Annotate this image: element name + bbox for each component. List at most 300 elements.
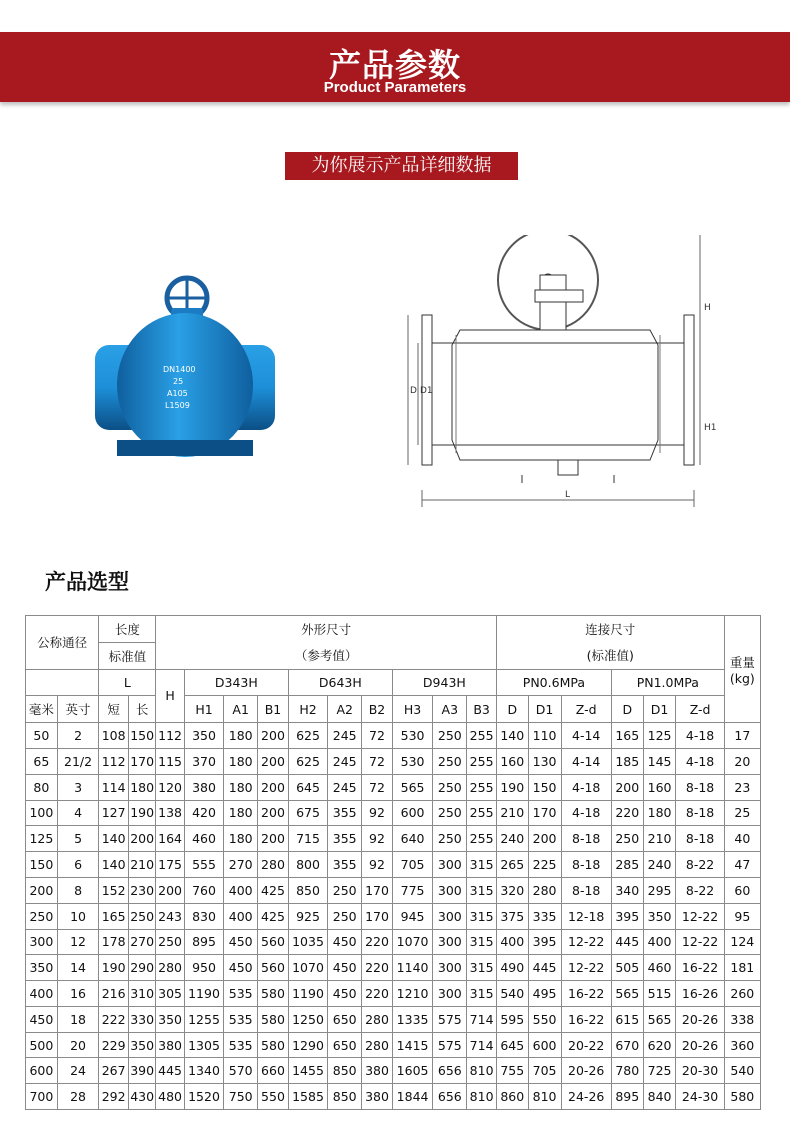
table-cell: 250 xyxy=(328,903,362,929)
table-cell: 445 xyxy=(528,955,561,981)
table-cell: 190 xyxy=(496,774,528,800)
table-cell: 615 xyxy=(611,1006,643,1032)
header-outline-line2: （参考值） xyxy=(156,642,497,669)
header-outline-line1: 外形尺寸 xyxy=(156,616,497,643)
table-cell: 8-18 xyxy=(561,826,611,852)
dim-d1-label: D1 xyxy=(420,386,433,396)
table-cell: 4-14 xyxy=(561,723,611,749)
header-d-pn10: D xyxy=(611,696,643,723)
table-cell: 430 xyxy=(128,1084,155,1110)
table-cell: 8-18 xyxy=(676,800,724,826)
table-cell: 340 xyxy=(611,877,643,903)
table-cell: 565 xyxy=(643,1006,676,1032)
table-cell: 108 xyxy=(99,723,129,749)
header-d343h: D343H xyxy=(184,669,288,696)
table-cell: 240 xyxy=(643,852,676,878)
header-weight-line1: 重量 xyxy=(729,654,755,670)
table-cell: 216 xyxy=(99,981,129,1007)
table-cell: 115 xyxy=(156,749,184,775)
table-cell: 540 xyxy=(496,981,528,1007)
table-cell: 420 xyxy=(184,800,223,826)
table-cell: 124 xyxy=(724,929,760,955)
table-cell: 138 xyxy=(156,800,184,826)
table-cell: 395 xyxy=(611,903,643,929)
header-a1: A1 xyxy=(224,696,258,723)
table-cell: 170 xyxy=(528,800,561,826)
dim-d-label: D xyxy=(410,386,417,396)
table-cell: 8-18 xyxy=(561,852,611,878)
table-cell: 350 xyxy=(128,1032,155,1058)
header-d1-pn06: D1 xyxy=(528,696,561,723)
tagline-badge: 为你展示产品详细数据 xyxy=(285,152,518,180)
table-row xyxy=(26,1006,761,1032)
table-cell: 127 xyxy=(99,800,129,826)
table-cell: 895 xyxy=(611,1084,643,1110)
table-cell: 150 xyxy=(528,774,561,800)
table-cell: 445 xyxy=(611,929,643,955)
table-cell: 650 xyxy=(328,1032,362,1058)
table-cell: 380 xyxy=(184,774,223,800)
table-cell: 270 xyxy=(128,929,155,955)
table-cell: 12-22 xyxy=(561,929,611,955)
dim-h-label: H xyxy=(704,303,711,313)
table-cell: 305 xyxy=(156,981,184,1007)
table-cell: 250 xyxy=(328,877,362,903)
page-title: 产品参数 xyxy=(328,46,461,84)
table-cell: 265 xyxy=(496,852,528,878)
table-cell: 580 xyxy=(724,1084,760,1110)
table-cell: 1035 xyxy=(288,929,327,955)
header-h3: H3 xyxy=(392,696,433,723)
table-cell: 190 xyxy=(99,955,129,981)
table-cell: 112 xyxy=(156,723,184,749)
table-cell: 300 xyxy=(433,877,467,903)
table-cell: 600 xyxy=(528,1032,561,1058)
table-cell: 315 xyxy=(467,903,497,929)
table-cell: 355 xyxy=(328,826,362,852)
table-cell: 530 xyxy=(392,723,433,749)
technical-drawing xyxy=(400,235,735,510)
table-cell: 945 xyxy=(392,903,433,929)
table-cell: 152 xyxy=(99,877,129,903)
table-cell: 250 xyxy=(156,929,184,955)
table-cell: 350 xyxy=(643,903,676,929)
header-long: 长 xyxy=(128,696,155,723)
table-cell: 250 xyxy=(433,749,467,775)
table-cell: 895 xyxy=(184,929,223,955)
table-cell: 240 xyxy=(496,826,528,852)
table-cell: 110 xyxy=(528,723,561,749)
table-cell: 200 xyxy=(258,800,289,826)
table-cell: 375 xyxy=(496,903,528,929)
section-title: 产品选型 xyxy=(45,570,129,594)
header-b1: B1 xyxy=(258,696,289,723)
table-cell: 310 xyxy=(128,981,155,1007)
table-row xyxy=(26,1058,761,1084)
table-cell: 125 xyxy=(26,826,58,852)
table-cell: 18 xyxy=(57,1006,99,1032)
table-cell: 229 xyxy=(99,1032,129,1058)
table-cell: 300 xyxy=(433,981,467,1007)
table-row xyxy=(26,877,761,903)
table-cell: 16-22 xyxy=(561,1006,611,1032)
table-cell: 600 xyxy=(392,800,433,826)
marking-pressure: 25 xyxy=(173,377,184,386)
table-cell: 260 xyxy=(724,981,760,1007)
table-cell: 16 xyxy=(57,981,99,1007)
table-cell: 8-18 xyxy=(676,826,724,852)
table-row xyxy=(26,826,761,852)
table-cell: 220 xyxy=(611,800,643,826)
table-cell: 230 xyxy=(128,877,155,903)
table-cell: 315 xyxy=(467,955,497,981)
table-cell: 140 xyxy=(99,826,129,852)
table-cell: 245 xyxy=(328,723,362,749)
table-cell: 460 xyxy=(643,955,676,981)
table-cell: 810 xyxy=(467,1058,497,1084)
marking-material: A105 xyxy=(167,389,188,398)
header-d1-pn10: D1 xyxy=(643,696,676,723)
dim-h1-label: H1 xyxy=(704,423,717,433)
table-cell: 24-30 xyxy=(676,1084,724,1110)
table-cell: 315 xyxy=(467,852,497,878)
table-cell: 6 xyxy=(57,852,99,878)
page-subtitle: Product Parameters xyxy=(323,79,467,96)
table-cell: 20-26 xyxy=(676,1006,724,1032)
table-cell: 200 xyxy=(128,826,155,852)
table-cell: 60 xyxy=(724,877,760,903)
table-cell: 8-18 xyxy=(561,877,611,903)
table-cell: 72 xyxy=(362,723,393,749)
table-cell: 170 xyxy=(128,749,155,775)
table-cell: 1455 xyxy=(288,1058,327,1084)
table-cell: 714 xyxy=(467,1006,497,1032)
table-cell: 4-18 xyxy=(676,723,724,749)
table-cell: 950 xyxy=(184,955,223,981)
ball-valve-photo xyxy=(85,270,285,470)
table-cell: 1305 xyxy=(184,1032,223,1058)
table-cell: 320 xyxy=(496,877,528,903)
table-cell: 50 xyxy=(26,723,58,749)
table-cell: 355 xyxy=(328,800,362,826)
table-cell: 200 xyxy=(258,826,289,852)
table-cell: 210 xyxy=(643,826,676,852)
table-cell: 280 xyxy=(258,852,289,878)
table-cell: 23 xyxy=(724,774,760,800)
table-cell: 1290 xyxy=(288,1032,327,1058)
table-cell: 95 xyxy=(724,903,760,929)
table-cell: 380 xyxy=(362,1058,393,1084)
table-cell: 505 xyxy=(611,955,643,981)
table-cell: 780 xyxy=(611,1058,643,1084)
table-cell: 705 xyxy=(528,1058,561,1084)
table-cell: 850 xyxy=(328,1058,362,1084)
table-cell: 1210 xyxy=(392,981,433,1007)
table-cell: 72 xyxy=(362,774,393,800)
table-cell: 165 xyxy=(611,723,643,749)
table-cell: 200 xyxy=(258,723,289,749)
table-cell: 425 xyxy=(258,903,289,929)
table-cell: 250 xyxy=(433,774,467,800)
table-cell: 210 xyxy=(496,800,528,826)
table-cell: 700 xyxy=(26,1084,58,1110)
table-cell: 725 xyxy=(643,1058,676,1084)
table-cell: 355 xyxy=(328,852,362,878)
table-cell: 200 xyxy=(611,774,643,800)
table-cell: 350 xyxy=(184,723,223,749)
table-cell: 1340 xyxy=(184,1058,223,1084)
table-cell: 570 xyxy=(224,1058,258,1084)
table-cell: 16-26 xyxy=(676,981,724,1007)
table-cell: 222 xyxy=(99,1006,129,1032)
table-cell: 1605 xyxy=(392,1058,433,1084)
table-cell: 650 xyxy=(328,1006,362,1032)
table-cell: 255 xyxy=(467,774,497,800)
table-cell: 65 xyxy=(26,749,58,775)
table-cell: 190 xyxy=(128,800,155,826)
table-cell: 645 xyxy=(496,1032,528,1058)
table-cell: 380 xyxy=(156,1032,184,1058)
table-cell: 390 xyxy=(128,1058,155,1084)
table-cell: 565 xyxy=(392,774,433,800)
table-cell: 625 xyxy=(288,749,327,775)
table-cell: 4-14 xyxy=(561,749,611,775)
table-cell: 400 xyxy=(496,929,528,955)
table-cell: 530 xyxy=(392,749,433,775)
header-b3: B3 xyxy=(467,696,497,723)
header-weight-line2: (kg) xyxy=(729,670,755,686)
table-cell: 535 xyxy=(224,1032,258,1058)
table-cell: 8-18 xyxy=(676,774,724,800)
header-L: L xyxy=(99,669,156,696)
table-cell: 12-22 xyxy=(676,903,724,929)
table-cell: 8-22 xyxy=(676,877,724,903)
table-cell: 200 xyxy=(26,877,58,903)
table-cell: 180 xyxy=(128,774,155,800)
table-cell: 550 xyxy=(258,1084,289,1110)
table-cell: 1585 xyxy=(288,1084,327,1110)
table-cell: 760 xyxy=(184,877,223,903)
table-cell: 8 xyxy=(57,877,99,903)
table-row xyxy=(26,800,761,826)
table-cell: 24 xyxy=(57,1058,99,1084)
table-cell: 210 xyxy=(128,852,155,878)
table-cell: 220 xyxy=(362,929,393,955)
table-cell: 450 xyxy=(26,1006,58,1032)
table-cell: 705 xyxy=(392,852,433,878)
table-cell: 150 xyxy=(26,852,58,878)
table-cell: 175 xyxy=(156,852,184,878)
table-cell: 850 xyxy=(328,1084,362,1110)
header-conn-line1: 连接尺寸 xyxy=(496,616,724,643)
table-cell: 350 xyxy=(26,955,58,981)
table-cell: 285 xyxy=(611,852,643,878)
marking-length: L1509 xyxy=(165,401,190,410)
table-cell: 10 xyxy=(57,903,99,929)
table-cell: 280 xyxy=(362,1032,393,1058)
table-cell: 350 xyxy=(156,1006,184,1032)
table-cell: 280 xyxy=(156,955,184,981)
table-cell: 114 xyxy=(99,774,129,800)
table-cell: 315 xyxy=(467,877,497,903)
table-cell: 925 xyxy=(288,903,327,929)
table-cell: 1255 xyxy=(184,1006,223,1032)
table-cell: 250 xyxy=(611,826,643,852)
table-cell: 400 xyxy=(643,929,676,955)
table-cell: 180 xyxy=(224,723,258,749)
table-cell: 750 xyxy=(224,1084,258,1110)
table-cell: 200 xyxy=(258,774,289,800)
table-cell: 120 xyxy=(156,774,184,800)
table-cell: 145 xyxy=(643,749,676,775)
table-cell: 810 xyxy=(467,1084,497,1110)
table-cell: 92 xyxy=(362,852,393,878)
table-cell: 575 xyxy=(433,1006,467,1032)
table-row xyxy=(26,955,761,981)
table-cell: 250 xyxy=(128,903,155,929)
header-h2: H2 xyxy=(288,696,327,723)
table-cell: 1844 xyxy=(392,1084,433,1110)
table-cell: 250 xyxy=(26,903,58,929)
header-pn10: PN1.0MPa xyxy=(611,669,724,696)
table-row xyxy=(26,1032,761,1058)
table-cell: 540 xyxy=(724,1058,760,1084)
table-row xyxy=(26,903,761,929)
table-cell: 656 xyxy=(433,1058,467,1084)
table-cell: 250 xyxy=(433,800,467,826)
table-cell: 315 xyxy=(467,929,497,955)
table-cell: 1415 xyxy=(392,1032,433,1058)
header-conn-line2: (标准值) xyxy=(496,642,724,669)
table-cell: 220 xyxy=(362,981,393,1007)
table-cell: 400 xyxy=(224,877,258,903)
table-cell: 755 xyxy=(496,1058,528,1084)
table-cell: 480 xyxy=(156,1084,184,1110)
table-cell: 24-26 xyxy=(561,1084,611,1110)
table-cell: 180 xyxy=(224,749,258,775)
table-cell: 620 xyxy=(643,1032,676,1058)
header-b2: B2 xyxy=(362,696,393,723)
table-cell: 450 xyxy=(328,929,362,955)
table-cell: 12-22 xyxy=(676,929,724,955)
header-a3: A3 xyxy=(433,696,467,723)
table-cell: 3 xyxy=(57,774,99,800)
table-cell: 495 xyxy=(528,981,561,1007)
table-cell: 300 xyxy=(433,903,467,929)
table-cell: 92 xyxy=(362,826,393,852)
table-cell: 5 xyxy=(57,826,99,852)
table-cell: 450 xyxy=(224,929,258,955)
table-cell: 17 xyxy=(724,723,760,749)
table-cell: 580 xyxy=(258,1006,289,1032)
table-cell: 670 xyxy=(611,1032,643,1058)
table-cell: 20-22 xyxy=(561,1032,611,1058)
table-row xyxy=(26,774,761,800)
table-cell: 450 xyxy=(328,955,362,981)
table-cell: 425 xyxy=(258,877,289,903)
header-blank xyxy=(26,669,99,696)
table-cell: 170 xyxy=(362,903,393,929)
header-zd-pn06: Z-d xyxy=(561,696,611,723)
table-cell: 300 xyxy=(433,852,467,878)
table-cell: 165 xyxy=(99,903,129,929)
table-cell: 1070 xyxy=(392,929,433,955)
table-cell: 850 xyxy=(288,877,327,903)
table-cell: 535 xyxy=(224,1006,258,1032)
table-cell: 28 xyxy=(57,1084,99,1110)
table-cell: 80 xyxy=(26,774,58,800)
table-cell: 295 xyxy=(643,877,676,903)
table-cell: 565 xyxy=(611,981,643,1007)
table-row xyxy=(26,852,761,878)
table-cell: 4-18 xyxy=(561,774,611,800)
table-cell: 280 xyxy=(528,877,561,903)
table-cell: 380 xyxy=(362,1084,393,1110)
table-cell: 92 xyxy=(362,800,393,826)
table-cell: 130 xyxy=(528,749,561,775)
table-cell: 170 xyxy=(362,877,393,903)
table-cell: 330 xyxy=(128,1006,155,1032)
table-cell: 200 xyxy=(156,877,184,903)
table-cell: 338 xyxy=(724,1006,760,1032)
table-cell: 245 xyxy=(328,774,362,800)
table-cell: 550 xyxy=(528,1006,561,1032)
table-cell: 178 xyxy=(99,929,129,955)
table-cell: 640 xyxy=(392,826,433,852)
table-row xyxy=(26,749,761,775)
table-cell: 100 xyxy=(26,800,58,826)
table-cell: 500 xyxy=(26,1032,58,1058)
table-cell: 280 xyxy=(362,1006,393,1032)
table-cell: 180 xyxy=(224,800,258,826)
table-cell: 20-26 xyxy=(561,1058,611,1084)
table-cell: 450 xyxy=(328,981,362,1007)
table-cell: 47 xyxy=(724,852,760,878)
table-row xyxy=(26,981,761,1007)
table-cell: 575 xyxy=(433,1032,467,1058)
table-cell: 4-18 xyxy=(561,800,611,826)
table-cell: 580 xyxy=(258,981,289,1007)
table-cell: 180 xyxy=(643,800,676,826)
table-cell: 243 xyxy=(156,903,184,929)
header-weight xyxy=(724,616,760,723)
table-cell: 292 xyxy=(99,1084,129,1110)
table-cell: 840 xyxy=(643,1084,676,1110)
table-cell: 625 xyxy=(288,723,327,749)
table-cell: 125 xyxy=(643,723,676,749)
header-short: 短 xyxy=(99,696,129,723)
table-cell: 16-22 xyxy=(676,955,724,981)
table-cell: 181 xyxy=(724,955,760,981)
table-row xyxy=(26,1084,761,1110)
table-cell: 21/2 xyxy=(57,749,99,775)
table-cell: 20 xyxy=(57,1032,99,1058)
table-cell: 715 xyxy=(288,826,327,852)
table-cell: 250 xyxy=(433,723,467,749)
header-d643h: D643H xyxy=(288,669,392,696)
table-cell: 400 xyxy=(224,903,258,929)
header-pn06: PN0.6MPa xyxy=(496,669,611,696)
table-cell: 4 xyxy=(57,800,99,826)
table-cell: 560 xyxy=(258,929,289,955)
table-cell: 12-18 xyxy=(561,903,611,929)
table-cell: 225 xyxy=(528,852,561,878)
header-nominal: 公称通径 xyxy=(26,616,99,670)
table-cell: 300 xyxy=(433,955,467,981)
table-cell: 535 xyxy=(224,981,258,1007)
table-cell: 180 xyxy=(224,774,258,800)
table-cell: 1140 xyxy=(392,955,433,981)
